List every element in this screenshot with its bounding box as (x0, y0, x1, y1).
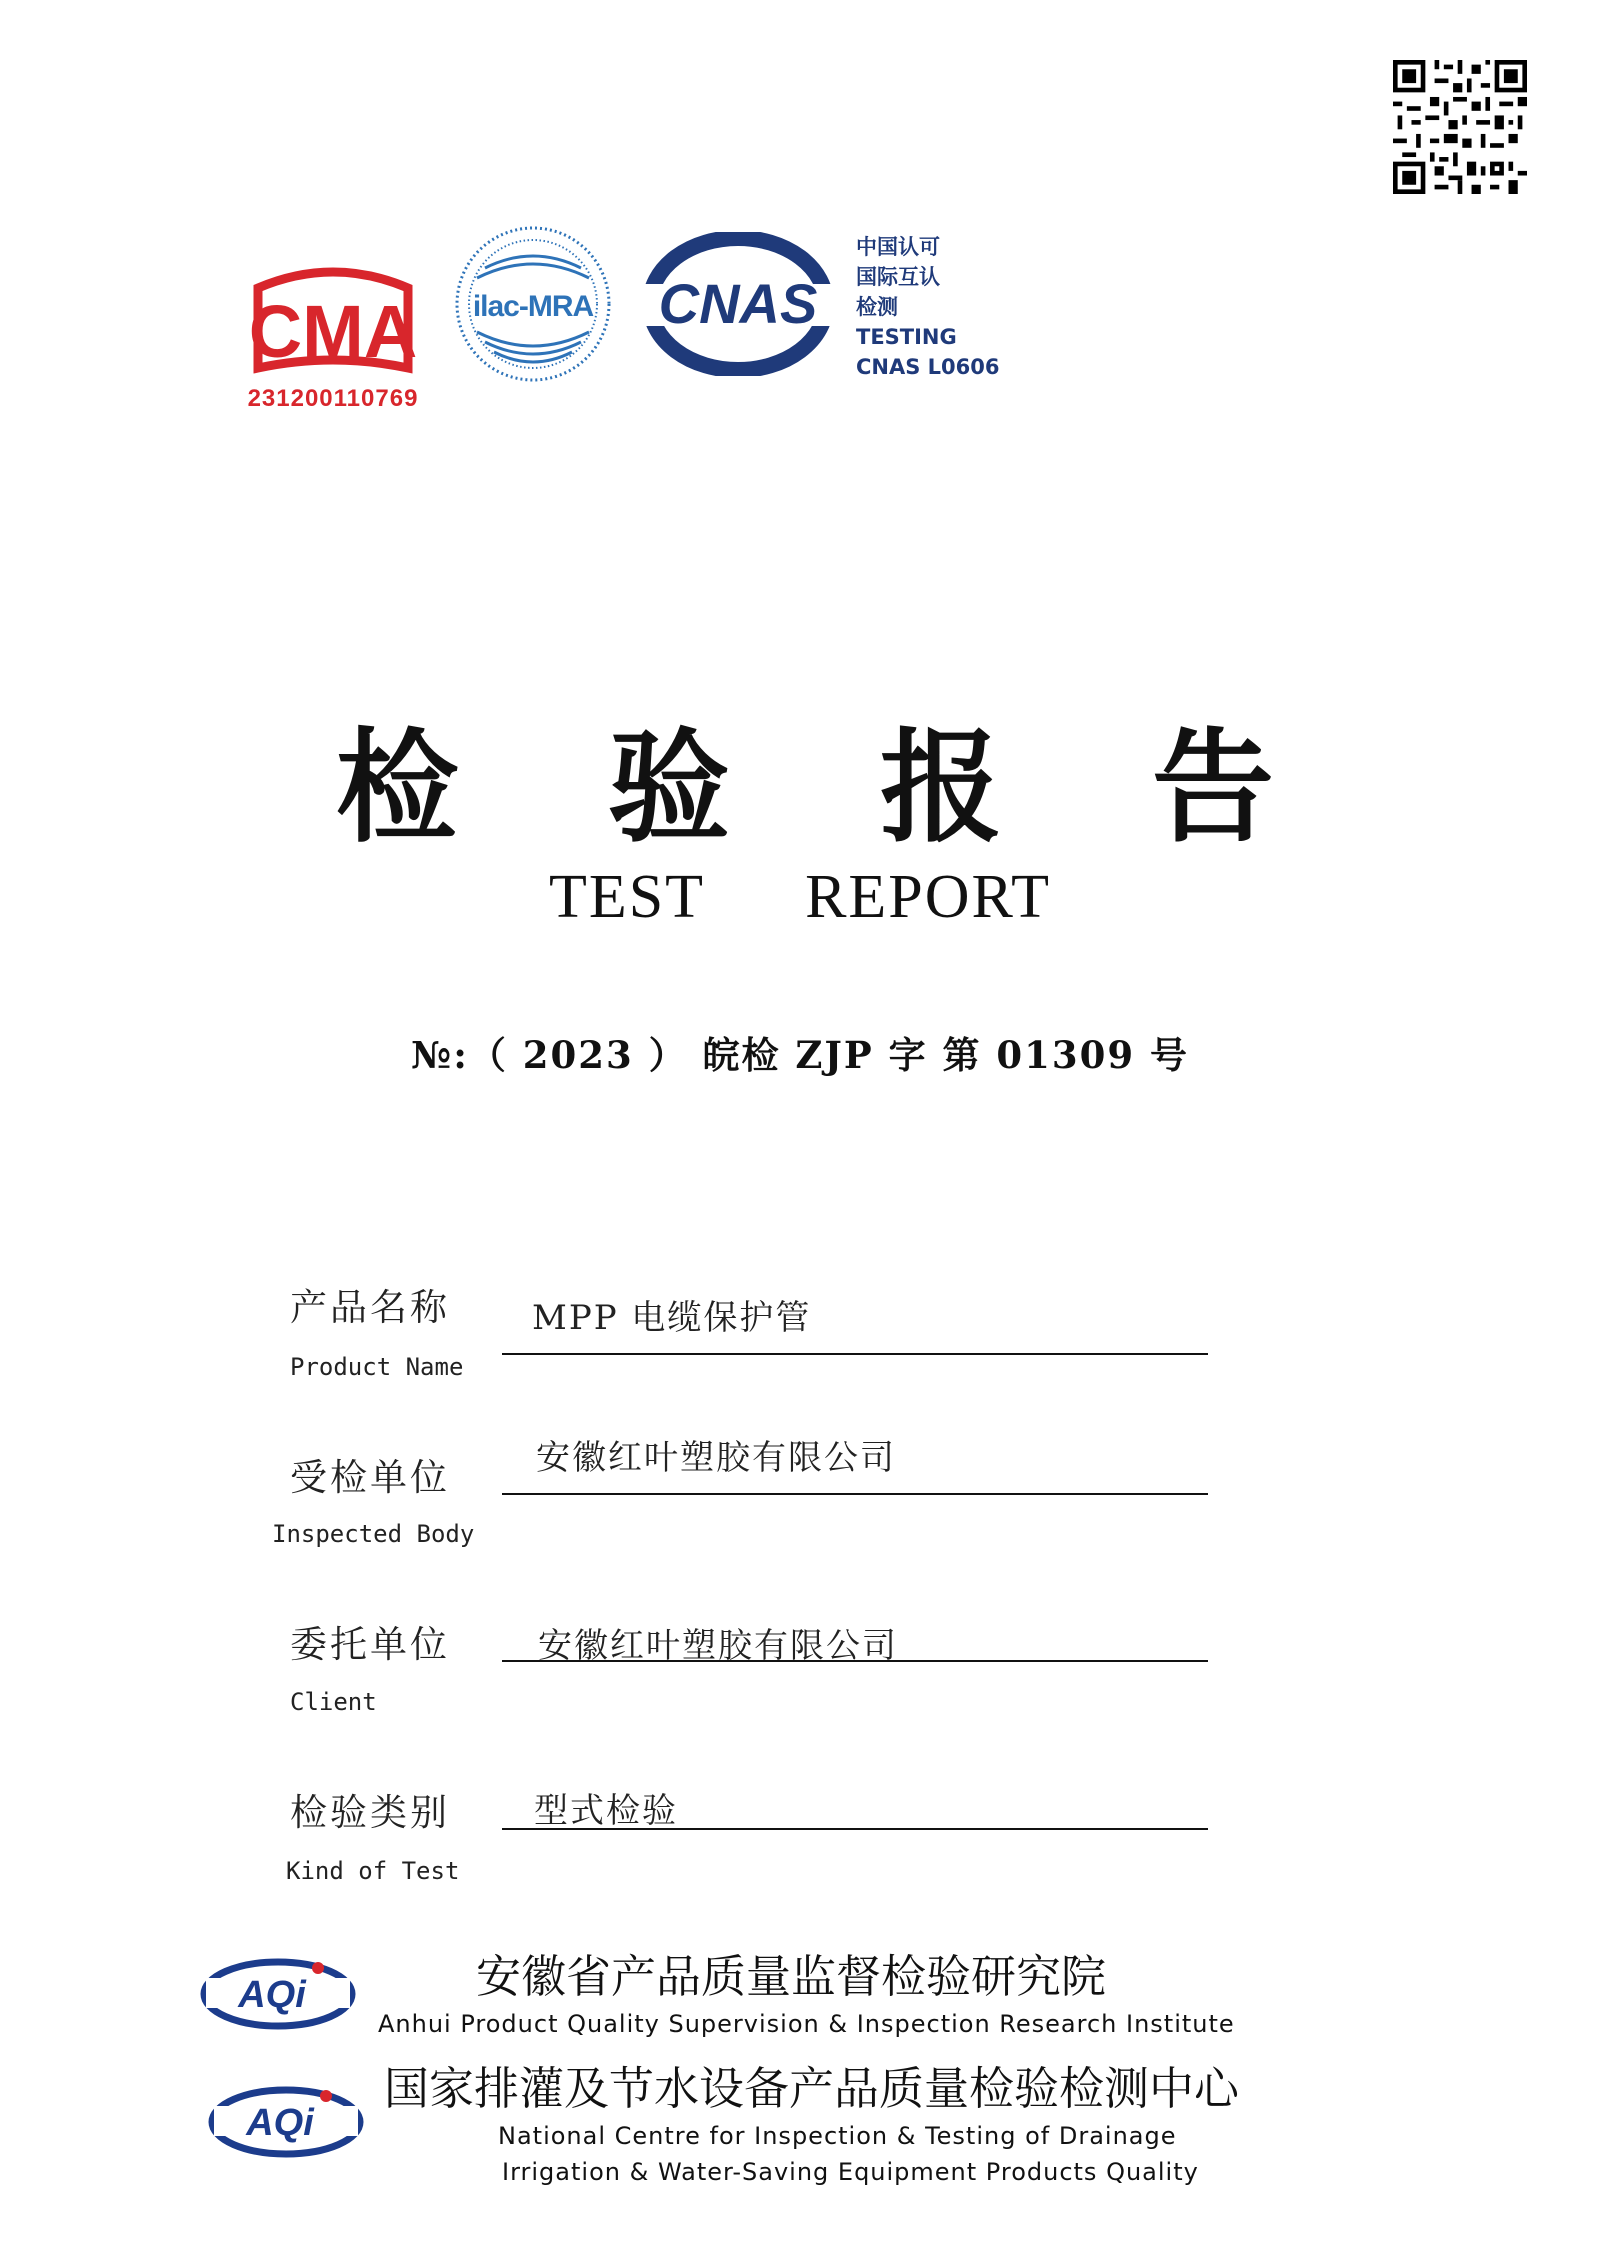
kind-of-test-underline (502, 1828, 1208, 1830)
aqi-logo (208, 2078, 364, 2160)
kind-of-test-value: 型式检验 (534, 1791, 678, 1831)
inspected-body-underline (502, 1493, 1208, 1495)
product-name-underline (502, 1353, 1208, 1355)
client-underline (502, 1660, 1208, 1662)
title-word: REPORT (805, 863, 1052, 931)
title-char: 检 (336, 717, 458, 859)
aqi-logo-label: AQi (238, 1974, 306, 2016)
institute-1-name-cn: 安徽省产品质量监督检验研究院 (476, 1950, 1107, 2003)
cnas-line: 检测 (856, 295, 898, 319)
kind-of-test-label-en: Kind of Test (286, 1857, 460, 1885)
ilac-mra-logo (452, 220, 614, 388)
cnas-line: 中国认可 (856, 235, 940, 259)
cnas-line: TESTING (856, 325, 957, 349)
product-name-label-cn: 产品名称 (290, 1286, 450, 1329)
ilac-mra-label: ilac-MRA (472, 290, 594, 323)
kind-of-test-label-cn: 检验类别 (290, 1791, 450, 1834)
institute-2-name-en-line2: Irrigation & Water-Saving Equipment Products Quality (502, 2158, 1199, 2186)
aqi-logo-label: AQi (246, 2102, 314, 2144)
title-char: 告 (1152, 717, 1274, 859)
institute-2-name-cn: 国家排灌及节水设备产品质量检验检测中心 (384, 2062, 1240, 2115)
client-label-cn: 委托单位 (290, 1623, 450, 1666)
client-value: 安徽红叶塑胶有限公司 (538, 1626, 898, 1666)
inspected-body-label-en: Inspected Body (272, 1520, 475, 1548)
cma-logo (228, 260, 438, 420)
report-number: №:（ 2023 ） 皖检 ZJP 字 第 01309 号 (411, 1033, 1189, 1077)
title-char: 报 (880, 717, 1002, 859)
cnas-logo (643, 232, 833, 376)
aqi-logo (200, 1950, 356, 2032)
cma-logo-label: CMA (248, 290, 418, 373)
title-char: 验 (608, 717, 730, 859)
inspected-body-value: 安徽红叶塑胶有限公司 (536, 1438, 896, 1478)
qr-code (1393, 60, 1527, 194)
client-label-en: Client (290, 1688, 377, 1716)
title-word: TEST (548, 863, 706, 931)
cnas-logo-label: CNAS (658, 272, 818, 335)
report-title-cn (0, 690, 1600, 865)
institute-2-name-en-line1: National Centre for Inspection & Testing of Drainage (498, 2122, 1177, 2150)
product-name-value: MPP 电缆保护管 (532, 1298, 812, 1338)
cnas-accreditation-text (856, 232, 1000, 382)
inspected-body-label-cn: 受检单位 (290, 1456, 450, 1499)
institute-1-name-en: Anhui Product Quality Supervision & Inspection Research Institute (378, 2010, 1235, 2038)
cnas-line: CNAS L0606 (856, 355, 1000, 379)
cma-number: 231200110769 (247, 385, 419, 412)
product-name-label-en: Product Name (290, 1353, 464, 1381)
cnas-line: 国际互认 (856, 265, 940, 289)
report-title-en (0, 862, 1600, 933)
